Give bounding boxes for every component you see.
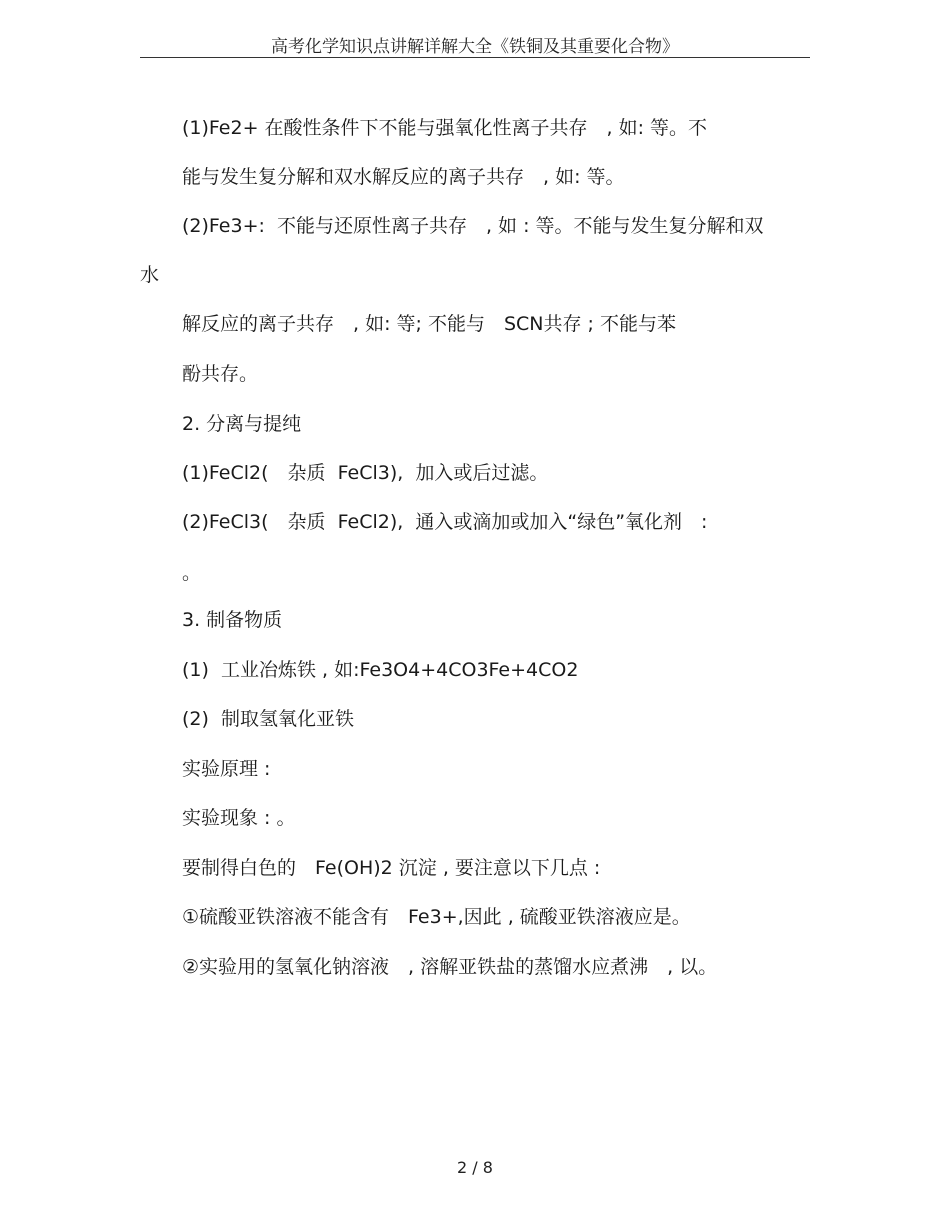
text-line: (2)Fe3+: 不能与还原性离子共存 , 如 : 等。不能与发生复分解和双: [182, 215, 764, 237]
page-number: 2 / 8: [457, 1158, 493, 1177]
page-header: 高考化学知识点讲解详解大全《铁铜及其重要化合物》: [271, 37, 679, 57]
text-line: 酚共存。: [182, 363, 259, 385]
text-line: (2) 制取氢氧化亚铁: [182, 708, 354, 730]
section-heading: 2. 分离与提纯: [182, 413, 302, 435]
text-line: 能与发生复分解和双水解反应的离子共存 , 如: 等。: [182, 166, 625, 188]
text-line: ①硫酸亚铁溶液不能含有 Fe3+,因此 , 硫酸亚铁溶液应是。: [182, 906, 691, 928]
text-line: 要制得白色的 Fe(OH)2 沉淀 , 要注意以下几点 :: [182, 857, 601, 879]
text-line: (2)FeCl3( 杂质 FeCl2), 通入或滴加或加入“绿色”氧化剂 :: [182, 511, 708, 533]
text-line: (1)Fe2+ 在酸性条件下不能与强氧化性离子共存 , 如: 等。不: [182, 117, 708, 139]
text-line: (1) 工业冶炼铁 , 如:Fe3O4+4CO3Fe+4CO2: [182, 659, 579, 681]
text-line: 实验现象 : 。: [182, 807, 296, 829]
section-heading: 3. 制备物质: [182, 609, 283, 631]
text-line: ②实验用的氢氧化钠溶液 , 溶解亚铁盐的蒸馏水应煮沸 , 以。: [182, 956, 718, 978]
header-rule: [140, 57, 810, 58]
text-line: 实验原理 :: [182, 758, 271, 780]
text-line: 解反应的离子共存 , 如: 等; 不能与 SCN共存 ; 不能与苯: [182, 313, 676, 335]
text-line: 水: [140, 264, 160, 286]
text-line: 。: [182, 562, 202, 584]
text-line: (1)FeCl2( 杂质 FeCl3), 加入或后过滤。: [182, 462, 549, 484]
